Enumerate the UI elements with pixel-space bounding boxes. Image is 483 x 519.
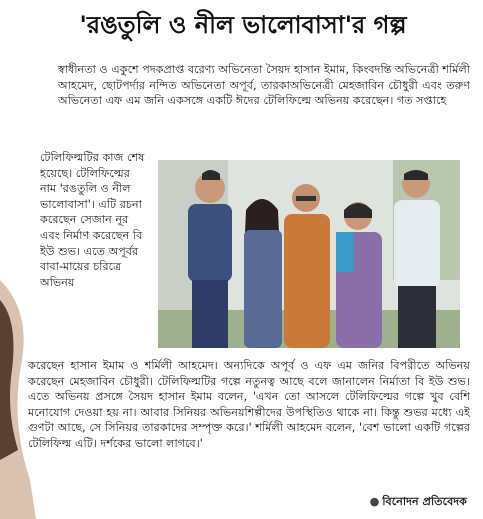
article-intro-paragraph: স্বাধীনতা ও একুশে পদকপ্রাপ্ত বরেণ্য অভিনেতা সৈয়দ হাসান ইমাম, কিংবদন্তি অভিনেত্রী শর্মিলী আহমেদ, ছোটপর্দার নন্দিত অভিনেতা অপূর্ব, তারকাঅভিনেত্রী মেহজাবিন চৌধুরী এবং তরুণ অভিনেতা এফ এম জনি একসঙ্গে একটি ঈদের টেলিফিল্মে অভিনয় করেছেন। গত সপ্তাহে bbox=[58, 63, 470, 108]
bullet-icon: ● bbox=[369, 495, 380, 509]
cast-group-photo bbox=[158, 160, 460, 348]
article-headline: 'রঙতুলি ও নীল ভালোবাসা'র গল্প bbox=[79, 11, 407, 39]
person-2-figure bbox=[244, 199, 282, 348]
article-photo bbox=[158, 160, 460, 348]
article-side-column: টেলিফিল্মটির কাজ শেষ হয়েছে। টেলিফিল্মের নাম 'রঙতুলি ও নীল ভালোবাসা'। এটি রচনা করেছেন সেজান নূর এবং নির্মাণ করেছেন বি ইউ শুভ। এতে অপূর্বর বাবা-মায়ের চরিত্রে অভিনয় bbox=[40, 151, 145, 289]
reporter-credit bbox=[366, 494, 467, 510]
reporter-credit-text: বিনোদন প্রতিবেদক bbox=[382, 495, 467, 509]
article-body-paragraph: করেছেন হাসান ইমাম ও শর্মিলী আহমেদ। অন্যদিকে অপূর্ব ও এফ এম জনির বিপরীতে অভিনয় করেছেন মেহজাবিন চৌধুরী। টেলিফিল্মটির গল্পে নতুনত্ব আছে বলে জানালেন নির্মাতা বি ইউ শুভ। এতে অভিনয় প্রসঙ্গে সৈয়দ হাসান ইমাম বলেন, 'এখন তো আসলে টেলিফিল্মের গল্পে খুব বেশি মনোযোগ দেওয়া হয় না। আবার সিনিয়র অভিনয়শিল্পীদের উপস্থিতিও থাকে না। কিন্তু শুভর মধ্যে এই গুণটা আছে, সে সিনিয়র তারকাদের সম্পৃক্ত করে।' শর্মিলী আহমেদ বলেন, 'বেশ ভালো একটি গল্পের টেলিফিল্ম এটি। দর্শকের ভালো লাগবে।' bbox=[28, 359, 470, 450]
left-edge-photo-fragment bbox=[0, 280, 40, 519]
